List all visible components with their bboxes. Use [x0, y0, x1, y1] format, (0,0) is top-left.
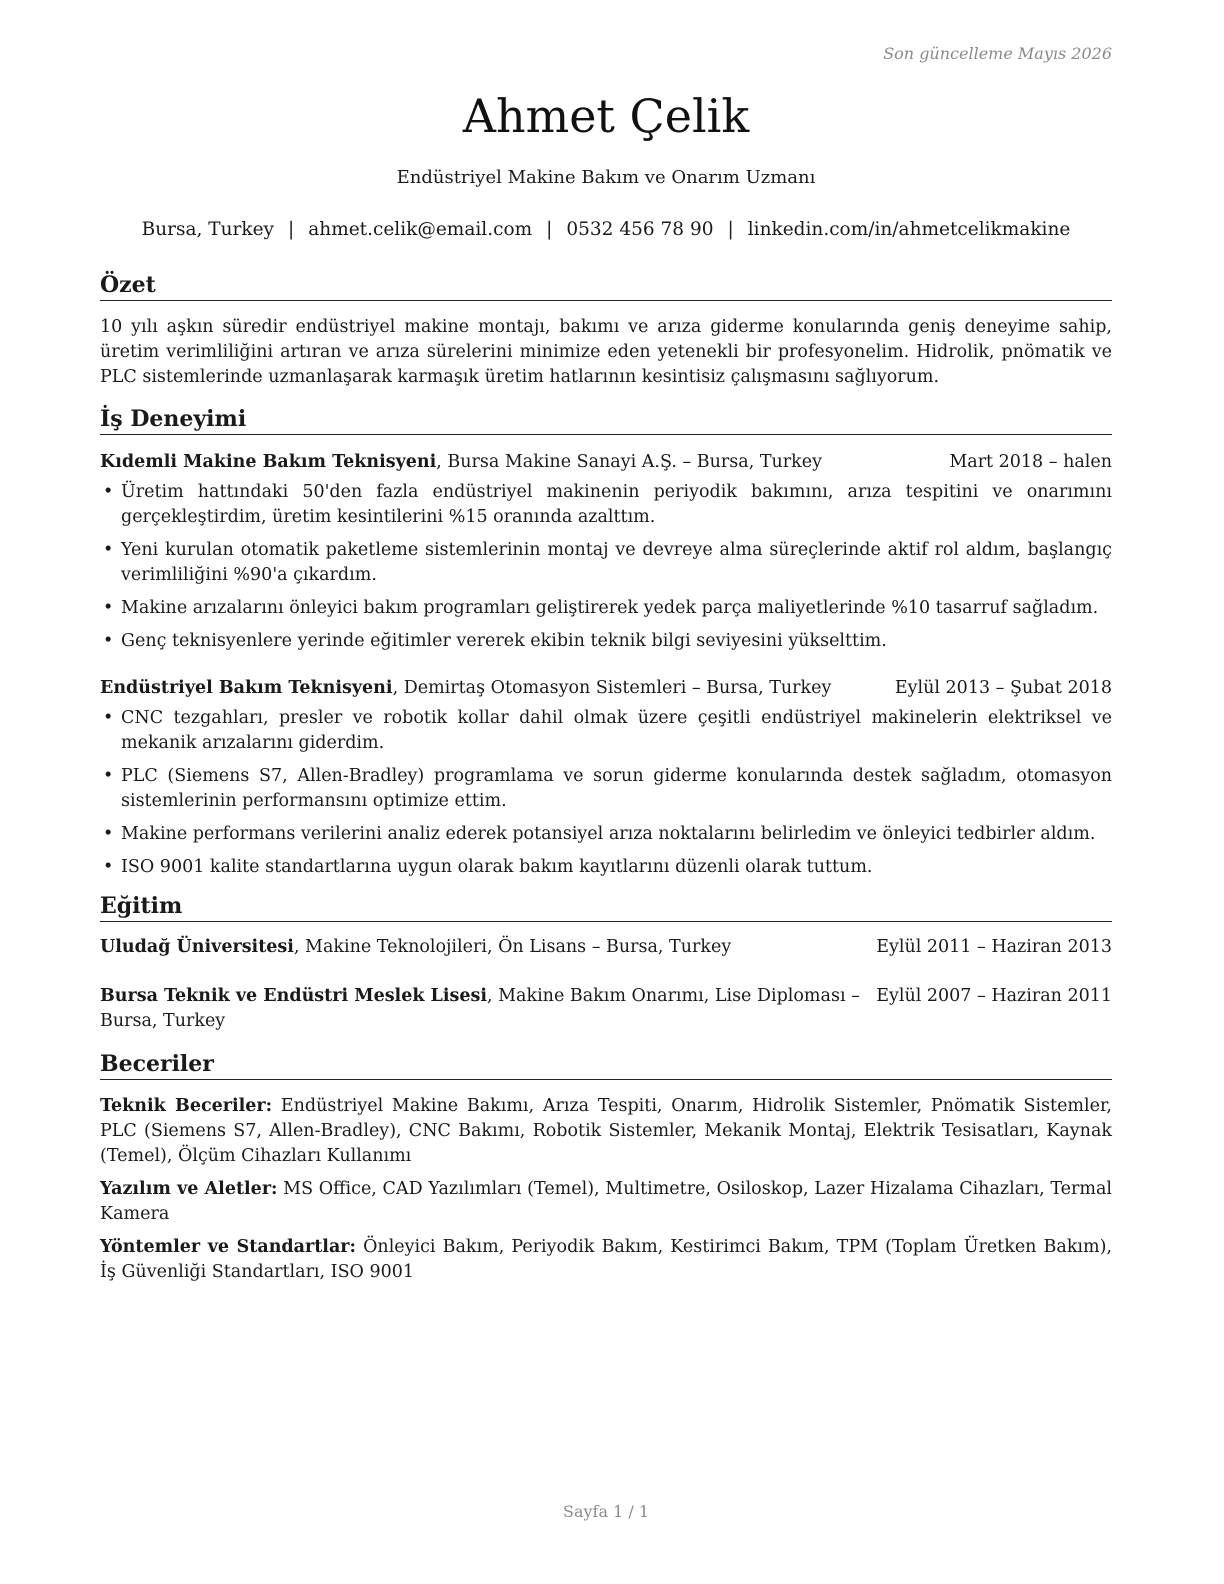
job-dates: Mart 2018 – halen: [949, 452, 1112, 472]
skill-label: Yöntemler ve Standartlar:: [100, 1237, 356, 1257]
contact-location: Bursa, Turkey: [141, 219, 275, 240]
skill-group: [100, 1177, 1112, 1227]
contact-separator: |: [546, 219, 553, 240]
page-number: Sayfa 1 / 1: [562, 1502, 649, 1521]
skill-group: [100, 1094, 1112, 1169]
education-section: [100, 892, 1112, 1034]
skill-label: Yazılım ve Aletler:: [100, 1179, 278, 1199]
education-dates: Eylül 2007 – Haziran 2011: [876, 986, 1112, 1006]
job-role: Endüstriyel Bakım Teknisyeni: [100, 678, 393, 698]
education-title-line: [100, 984, 875, 1034]
job-title-line: [100, 676, 831, 701]
contact-separator: |: [727, 219, 734, 240]
school-name: Uludağ Üniversitesi: [100, 937, 294, 957]
school-name: Bursa Teknik ve Endüstri Meslek Lisesi: [100, 986, 487, 1006]
list-item: • Üretim hattındaki 50'den fazla endüstriyel makinenin periyodik bakımını, arıza tespitini ve onarımını gerçekleştirdim, üretim kesintilerini %15 oranında azalttım.: [100, 480, 1112, 530]
job-bullets: [100, 480, 1112, 654]
list-item: • PLC (Siemens S7, Allen-Bradley) programlama ve sorun giderme konularında destek sağladım, otomasyon sistemlerinin performansını optimize ettim.: [100, 764, 1112, 814]
education-title-line: [100, 935, 731, 960]
summary-text: 10 yılı aşkın süredir endüstriyel makine montajı, bakımı ve arıza giderme konularında geniş deneyime sahip, üretim verimliliğini artıran ve arıza sürelerini minimize eden yetenekli bir profesyonelim. Hidrolik, pnömatik ve PLC sistemlerinde uzmanlaşarak karmaşık üretim hatlarının kesintisiz çalışmasını sağlıyorum.: [100, 317, 1112, 387]
education-entry: [100, 935, 1112, 960]
skill-group: [100, 1235, 1112, 1285]
section-heading: Eğitim: [100, 892, 1112, 922]
list-item: • CNC tezgahları, presler ve robotik kollar dahil olmak üzere çeşitli endüstriyel makinelerin elektriksel ve mekanik arızalarını giderdim.: [100, 706, 1112, 756]
experience-section: [100, 405, 1112, 888]
skills-list: [100, 1094, 1112, 1285]
contact-separator: |: [288, 219, 295, 240]
section-heading: Özet: [100, 271, 1112, 301]
skills-section: [100, 1050, 1112, 1293]
skill-text: Endüstriyel Makine Bakımı, Arıza Tespiti, Onarım, Hidrolik Sistemler, Pnömatik Sistemler, PLC (Siemens S7, Allen-Bradley), CNC Bakımı, Robotik Sistemler, Mekanik Montaj, Elektrik Tesisatları, Kaynak (Temel), Ölçüm Cihazları Kullanımı: [100, 1096, 1112, 1166]
job-entry: [100, 676, 1112, 880]
skill-text: MS Office, CAD Yazılımları (Temel), Multimetre, Osiloskop, Lazer Hizalama Cihazları, Termal Kamera: [100, 1179, 1113, 1224]
candidate-title: Endüstriyel Makine Bakım ve Onarım Uzmanı: [396, 167, 816, 188]
list-item: • ISO 9001 kalite standartlarına uygun olarak bakım kayıtlarını düzenli olarak tuttum.: [100, 855, 1112, 880]
list-item: • Genç teknisyenlere yerinde eğitimler vererek ekibin teknik bilgi seviyesini yükselttim.: [100, 629, 1112, 654]
summary-section: [100, 271, 1112, 390]
section-heading: Beceriler: [100, 1050, 1112, 1080]
job-entry: [100, 450, 1112, 654]
list-item: • Makine performans verilerini analiz ederek potansiyel arıza noktalarını belirledim ve önleyici tedbirler aldım.: [100, 822, 1112, 847]
job-header: [100, 450, 1112, 475]
list-item: • Yeni kurulan otomatik paketleme sistemlerinin montaj ve devreye alma süreçlerinde aktif rol aldım, başlangıç verimliliğini %90'a çıkardım.: [100, 538, 1112, 588]
education-dates: Eylül 2011 – Haziran 2013: [876, 937, 1112, 957]
job-role: Kıdemli Makine Bakım Teknisyeni: [100, 452, 437, 472]
candidate-name: Ahmet Çelik: [462, 89, 750, 143]
job-header: [100, 676, 1112, 701]
education-detail: , Makine Teknolojileri, Ön Lisans – Bursa, Turkey: [293, 937, 732, 957]
job-dates: Eylül 2013 – Şubat 2018: [894, 678, 1112, 698]
contact-email[interactable]: ahmet.celik@email.com: [308, 219, 533, 240]
section-heading: İş Deneyimi: [100, 405, 1112, 435]
contact-linkedin[interactable]: linkedin.com/in/ahmetcelikmakine: [747, 219, 1071, 240]
education-detail: , Makine Bakım Onarımı, Lise Diploması – Bursa, Turkey: [100, 986, 860, 1031]
skill-label: Teknik Beceriler:: [100, 1096, 273, 1116]
job-bullets: [100, 706, 1112, 880]
job-company: , Bursa Makine Sanayi A.Ş. – Bursa, Turkey: [436, 452, 822, 472]
list-item: • Makine arızalarını önleyici bakım programları geliştirerek yedek parça maliyetlerinde %10 tasarruf sağladım.: [100, 596, 1112, 621]
contact-phone: 0532 456 78 90: [566, 219, 714, 240]
job-company: , Demirtaş Otomasyon Sistemleri – Bursa, Turkey: [392, 678, 832, 698]
education-entry: [100, 984, 1112, 1034]
resume-page: [100, 0, 1112, 1584]
skill-text: Önleyici Bakım, Periyodik Bakım, Kestirimci Bakım, TPM (Toplam Üretken Bakım), İş Güvenliği Standartları, ISO 9001: [100, 1237, 1113, 1282]
last-updated: Son güncelleme Mayıs 2026: [883, 44, 1112, 63]
job-title-line: [100, 450, 822, 475]
contact-line: [100, 219, 1112, 240]
